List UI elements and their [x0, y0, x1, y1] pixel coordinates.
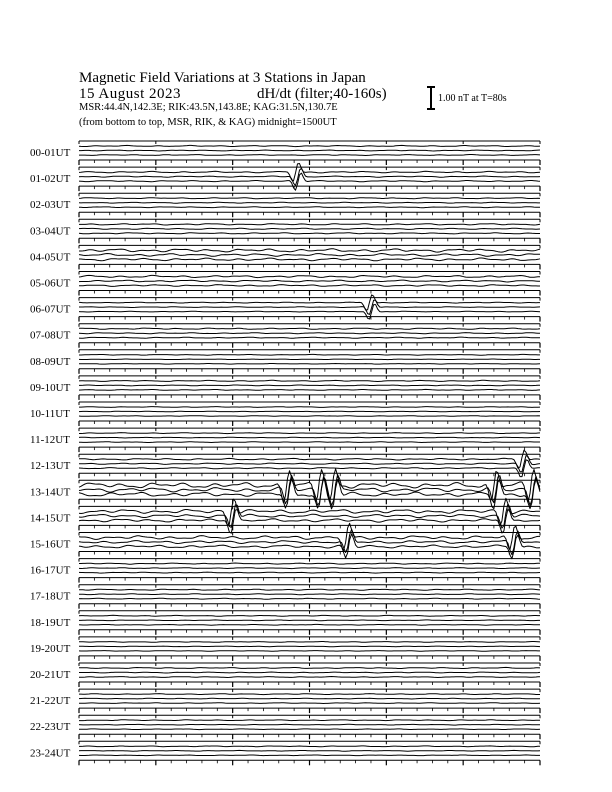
hour-row	[30, 585, 540, 609]
kag-trace	[79, 328, 540, 329]
rik-trace	[79, 437, 540, 438]
chart-title: Magnetic Field Variations at 3 Stations in Japan	[79, 70, 366, 86]
hour-label: 21-22UT	[30, 695, 71, 708]
hour-label: 10-11UT	[30, 408, 70, 420]
hour-row	[30, 611, 540, 635]
rik-trace	[79, 228, 540, 229]
rik-trace	[79, 568, 540, 569]
rik-trace	[79, 333, 540, 334]
msr-trace	[79, 285, 540, 287]
hour-label: 05-06UT	[30, 277, 71, 290]
msr-trace	[79, 233, 540, 234]
rik-trace	[79, 385, 540, 386]
hour-row	[30, 559, 540, 583]
hour-label: 23-24UT	[30, 747, 71, 760]
hour-row	[30, 164, 540, 192]
msr-trace	[79, 598, 540, 599]
kag-trace	[79, 354, 540, 355]
hour-label: 20-21UT	[30, 669, 71, 681]
hour-label: 09-10UT	[30, 381, 71, 394]
hour-label: 13-14UT	[30, 486, 71, 499]
hour-label: 01-02UT	[30, 173, 71, 186]
rik-trace	[79, 202, 540, 203]
kag-trace	[79, 380, 540, 381]
hour-row	[30, 637, 540, 661]
hour-row	[30, 402, 540, 426]
hour-row	[30, 715, 540, 739]
kag-trace	[79, 694, 540, 695]
rik-trace	[79, 724, 540, 725]
msr-trace	[79, 677, 540, 678]
msr-trace	[79, 651, 540, 652]
kag-trace	[79, 145, 540, 146]
hour-label: 19-20UT	[30, 642, 71, 655]
rik-trace	[79, 411, 540, 412]
hour-row	[30, 295, 540, 322]
hour-label: 03-04UT	[30, 225, 71, 238]
kag-trace	[79, 642, 540, 643]
msr-trace	[79, 364, 540, 365]
hour-row	[30, 428, 540, 452]
msr-trace	[79, 703, 540, 704]
rik-trace	[79, 150, 540, 151]
hour-row	[30, 450, 540, 478]
hour-row	[30, 141, 540, 165]
hour-row	[30, 663, 540, 687]
rik-trace	[79, 168, 540, 185]
kag-trace	[79, 198, 540, 199]
msr-trace	[79, 572, 540, 573]
msr-trace	[79, 258, 540, 261]
rik-trace	[79, 672, 540, 673]
kag-trace	[79, 563, 540, 564]
msr-trace	[79, 729, 540, 730]
hour-row	[30, 272, 540, 296]
hour-label: 18-19UT	[30, 616, 71, 629]
hour-label: 08-09UT	[30, 355, 71, 368]
msr-trace	[79, 755, 540, 756]
hour-label: 06-07UT	[30, 303, 71, 316]
hour-label: 14-15UT	[30, 512, 71, 525]
kag-trace	[79, 450, 540, 468]
hour-label: 17-18UT	[30, 590, 71, 603]
kag-trace	[79, 164, 540, 181]
date-label: 15 August 2023	[79, 86, 182, 102]
hour-row	[30, 193, 540, 217]
hour-row	[30, 741, 540, 765]
msr-trace	[79, 442, 540, 443]
hour-row	[30, 219, 540, 243]
msr-trace	[79, 389, 540, 390]
rik-trace	[79, 620, 540, 621]
kag-trace	[79, 720, 540, 721]
rik-trace	[79, 750, 540, 751]
msr-trace	[79, 337, 540, 338]
msr-trace	[79, 207, 540, 208]
kag-trace	[79, 224, 540, 225]
rik-trace	[79, 698, 540, 699]
hour-row	[30, 376, 540, 400]
quantity-label: dH/dt (filter;40-160s)	[257, 86, 387, 102]
hour-label: 15-16UT	[30, 538, 71, 551]
kag-trace	[79, 275, 540, 277]
stations-line: MSR:44.4N,142.3E; RIK:43.5N,143.8E; KAG:31.5N,130.7E	[79, 102, 338, 113]
hour-row	[30, 350, 540, 374]
hour-row	[30, 324, 540, 348]
order-line: (from bottom to top, MSR, RIK, & KAG) midnight=1500UT	[79, 117, 337, 128]
msr-trace	[79, 155, 540, 156]
scale-label: 1.00 nT at T=80s	[438, 93, 507, 104]
kag-trace	[79, 407, 540, 408]
hour-row	[30, 689, 540, 713]
kag-trace	[79, 433, 540, 434]
hour-label: 02-03UT	[30, 199, 71, 212]
hour-label: 16-17UT	[30, 564, 71, 577]
kag-trace	[79, 589, 540, 590]
hour-label: 22-23UT	[30, 721, 71, 734]
rik-trace	[79, 359, 540, 360]
hour-label: 00-01UT	[30, 147, 71, 159]
rik-trace	[79, 456, 540, 472]
msr-trace	[79, 416, 540, 417]
hour-label: 07-08UT	[30, 329, 71, 342]
hour-row	[30, 245, 540, 269]
kag-trace	[79, 667, 540, 668]
hour-label: 12-13UT	[30, 460, 71, 473]
rik-trace	[79, 280, 540, 282]
kag-trace	[79, 746, 540, 747]
hour-label: 04-05UT	[30, 251, 71, 264]
kag-trace	[79, 249, 540, 252]
rik-trace	[79, 646, 540, 647]
hour-label: 11-12UT	[30, 434, 70, 447]
kag-trace	[79, 615, 540, 616]
rik-trace	[79, 594, 540, 595]
msr-trace	[79, 624, 540, 625]
rik-trace	[79, 254, 540, 257]
